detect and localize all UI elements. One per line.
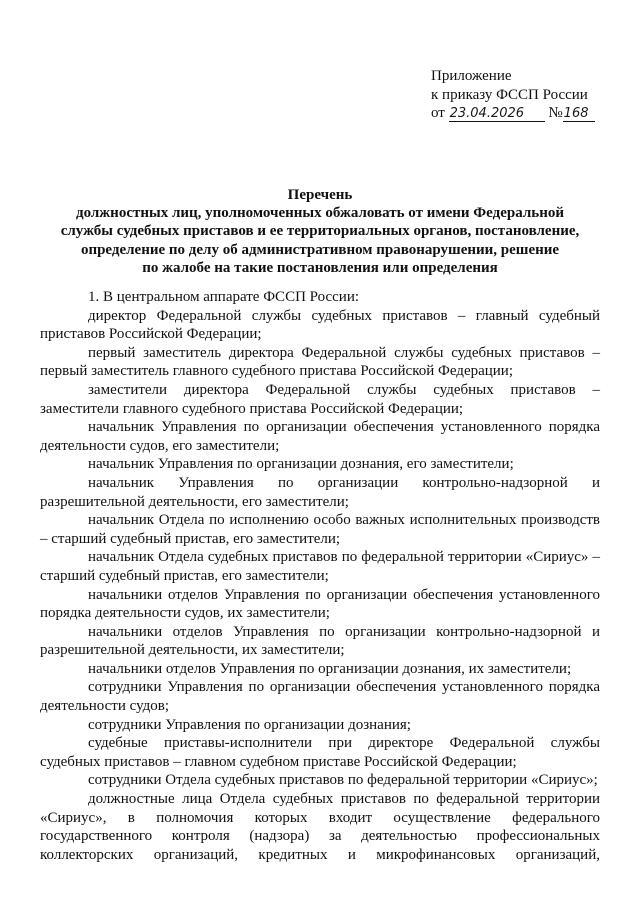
handwritten-number: 168 bbox=[563, 107, 595, 122]
order-date-number-line bbox=[431, 104, 595, 123]
from-label: от bbox=[431, 105, 445, 121]
title-line-2: должностных лиц, уполномоченных обжаловать от имени Федеральной bbox=[76, 205, 564, 222]
list-item: первый заместитель директора Федеральной службы судебных приставов – первый заместитель главного судебного пристава Российской Федерации; bbox=[40, 344, 600, 380]
list-item: начальник Отдела по исполнению особо важных исполнительных производств – старший судебный пристав, его заместители; bbox=[40, 512, 600, 547]
list-item: начальники отделов Управления по организации дознания, их заместители; bbox=[88, 660, 572, 677]
list-item: начальники отделов Управления по организации обеспечения установленного порядка деятельности судов, их заместители; bbox=[40, 586, 600, 622]
document-body bbox=[40, 288, 600, 864]
list-item: сотрудники Управления по организации дознания; bbox=[88, 716, 411, 733]
list-item: заместители директора Федеральной службы судебных приставов – заместители главного судебного пристава Российской Федерации; bbox=[40, 381, 600, 417]
list-item: начальник Управления по организации контрольно-надзорной и разрешительной деятельности, его заместители; bbox=[40, 474, 600, 510]
handwritten-date: 23.04.2026 bbox=[449, 107, 545, 122]
section-heading: 1. В центральном аппарате ФССП России: bbox=[88, 289, 360, 305]
title-line-4: определение по делу об административном правонарушении, решение bbox=[80, 241, 560, 258]
title-line-3: службы судебных приставов и ее территориальных органов, постановление, bbox=[60, 223, 580, 240]
list-item: начальник Управления по организации дознания, его заместители; bbox=[88, 456, 514, 473]
list-item: сотрудники Отдела судебных приставов по федеральной территории «Сириус»; bbox=[88, 772, 598, 789]
title-line-5: по жалобе на такие постановления или определения bbox=[142, 259, 498, 276]
order-reference: к приказу ФССП России bbox=[431, 86, 588, 103]
appendix-label: Приложение bbox=[431, 68, 512, 84]
list-item: начальник Отдела судебных приставов по федеральной территории «Сириус» – старший судебный пристав, его заместители; bbox=[40, 549, 600, 584]
list-item: сотрудники Управления по организации обеспечения установленного порядка деятельности судов; bbox=[40, 679, 600, 715]
list-item: начальники отделов Управления по организации контрольно-надзорной и разрешительной деятельности, их заместители; bbox=[40, 623, 600, 659]
document-title bbox=[40, 186, 600, 277]
appendix-header bbox=[431, 67, 595, 123]
list-item: начальник Управления по организации обеспечения установленного порядка деятельности судов, его заместители; bbox=[40, 419, 600, 454]
title-line-1: Перечень bbox=[287, 187, 353, 203]
number-label: № bbox=[548, 105, 563, 121]
list-item: должностные лица Отдела судебных приставов по федеральной территории «Сириус», в полномочия которых входит осуществление федерального государственного контроля (надзора) за деятельностью профессиональных коллекторских организаций, кредитных и микрофинансовых организаций, bbox=[40, 791, 600, 863]
list-item: директор Федеральной службы судебных приставов – главный судебный приставов Российской Федерации; bbox=[40, 307, 600, 343]
list-item: судебные приставы-исполнители при директоре Федеральной службы судебных приставов – главном судебном приставе Российской Федерации; bbox=[40, 735, 600, 770]
